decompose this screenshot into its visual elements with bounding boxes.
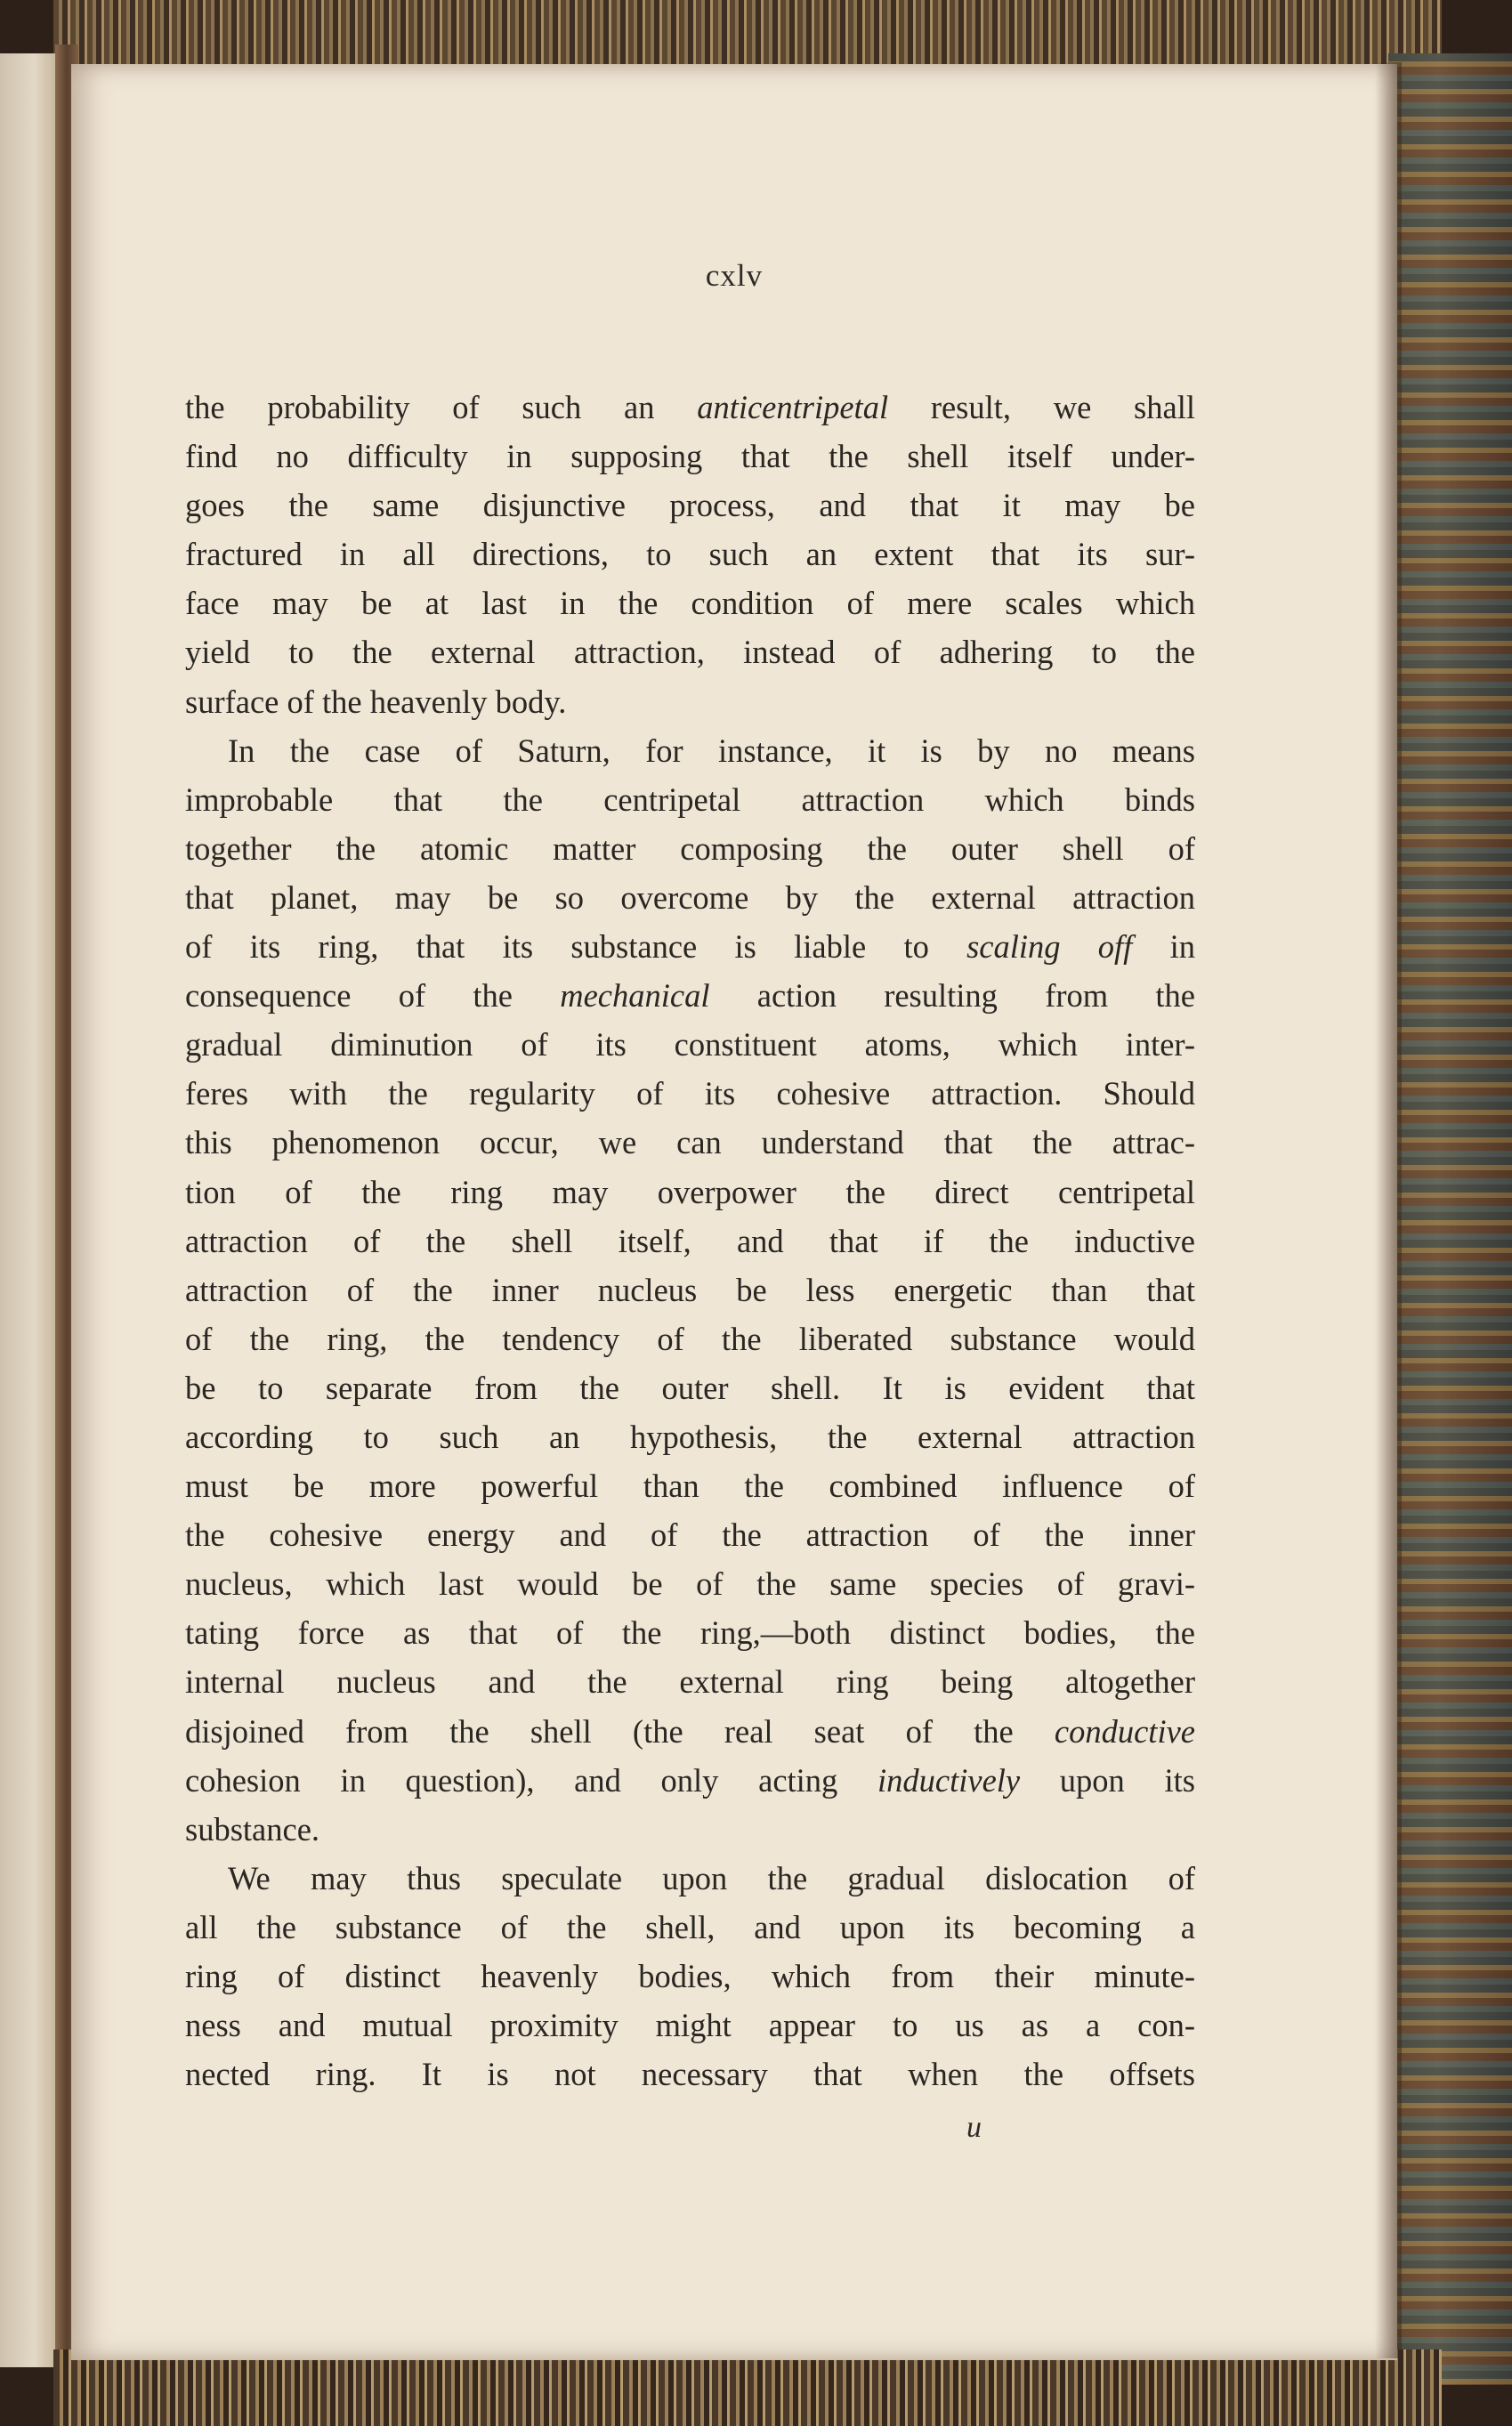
text-line: must be more powerful than the combined influence of (185, 1468, 1195, 1505)
text-line: attraction of the shell itself, and that if the inductive (185, 1222, 1195, 1259)
text-line: face may be at last in the condition of mere scales which (185, 585, 1195, 622)
text-line: of its ring, that its substance is liable to scaling off in (185, 928, 1195, 966)
text-line: find no difficulty in supposing that the shell itself under- (185, 438, 1195, 475)
text-line: tion of the ring may overpower the direct centripetal (185, 1173, 1195, 1210)
bottom-binding-edge (53, 2349, 1442, 2426)
text-line: goes the same disjunctive process, and that it may be (185, 487, 1195, 524)
text-line: fractured in all directions, to such an extent that its sur- (185, 536, 1195, 573)
text-line: nucleus, which last would be of the same species of gravi- (185, 1565, 1195, 1603)
text-line: improbable that the centripetal attraction which binds (185, 780, 1195, 818)
text-line: ness and mutual proximity might appear to us as a con- (185, 2007, 1195, 2044)
text-line: the probability of such an anticentripetal result, we shall (185, 389, 1195, 425)
text-line: the cohesive energy and of the attraction of the inner (185, 1516, 1195, 1554)
text-line: surface of the heavenly body. (185, 683, 567, 720)
body-text (185, 383, 1195, 2098)
previous-page-edge (0, 53, 62, 2367)
text-line: We may thus speculate upon the gradual dislocation of (228, 1859, 1195, 1896)
text-line: of the ring, the tendency of the liberated substance would (185, 1320, 1195, 1357)
text-line: cohesion in question), and only acting inductively upon its (185, 1761, 1195, 1799)
text-line: In the case of Saturn, for instance, it is by no means (228, 732, 1195, 769)
text-line: nected ring. It is not necessary that when the offsets (185, 2056, 1195, 2093)
text-line: gradual diminution of its constituent atoms, which inter- (185, 1026, 1195, 1063)
text-line: this phenomenon occur, we can understand that the attrac- (185, 1124, 1195, 1161)
text-line: together the atomic matter composing the outer shell of (185, 829, 1195, 867)
text-line: ring of distinct heavenly bodies, which from their minute- (185, 1958, 1195, 1994)
text-line: tating force as that of the ring,—both distinct bodies, the (185, 1614, 1195, 1652)
page-edge-shadow (1375, 62, 1402, 2358)
text-line: all the substance of the shell, and upon its becoming a (185, 1908, 1195, 1945)
text-line: feres with the regularity of its cohesive attraction. Should (185, 1075, 1195, 1112)
book-page (71, 64, 1397, 2360)
text-line: consequence of the mechanical action resulting from the (185, 977, 1196, 1015)
text-line: substance. (185, 1810, 320, 1848)
text-line: attraction of the inner nucleus be less energetic than that (185, 1271, 1195, 1308)
printer-signature-mark: u (966, 2111, 982, 2144)
text-line: internal nucleus and the external ring being altogether (185, 1663, 1195, 1701)
text-line: according to such an hypothesis, the external attraction (185, 1418, 1195, 1455)
top-binding-edge (53, 0, 1442, 71)
text-line: yield to the external attraction, instead of adhering to the (185, 634, 1195, 671)
text-line: that planet, may be so overcome by the external attraction (185, 878, 1195, 916)
text-line: be to separate from the outer shell. It is evident that (185, 1369, 1195, 1406)
marbled-fore-edge (1388, 53, 1512, 2385)
text-line: disjoined from the shell (the real seat of the conductive (185, 1712, 1195, 1750)
page-number-roman: cxlv (705, 258, 764, 293)
